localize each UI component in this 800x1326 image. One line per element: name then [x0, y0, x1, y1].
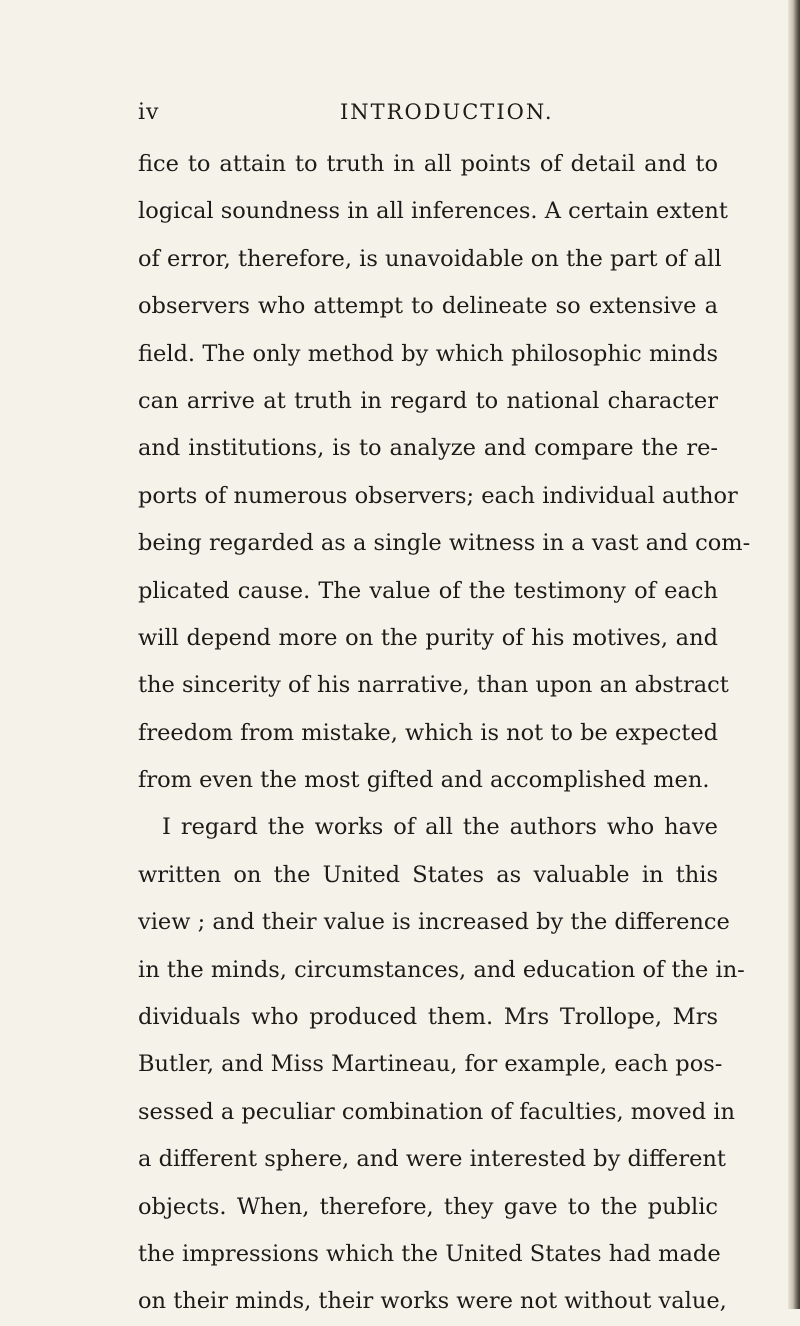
running-head: INTRODUCTION. — [340, 100, 554, 124]
text-line: and institutions, is to analyze and compare the re- — [138, 435, 718, 462]
text-line: can arrive at truth in regard to national character — [138, 387, 718, 414]
text-line: will depend more on the purity of his motives, and — [138, 624, 718, 651]
text-line: a different sphere, and were interested by different — [138, 1146, 726, 1173]
text-line: the sincerity of his narrative, than upon an abstract — [138, 672, 729, 699]
text-line: sessed a peculiar combination of faculties, moved in — [138, 1098, 735, 1125]
text-line: plicated cause. The value of the testimony of each — [138, 577, 718, 604]
text-line: freedom from mistake, which is not to be expected — [138, 719, 719, 746]
text-line: fice to attain to truth in all points of detail and to — [138, 151, 718, 177]
text-line: of error, therefore, is unavoidable on the part of all — [138, 245, 722, 272]
text-line: objects. When, therefore, they gave to the public — [138, 1193, 718, 1220]
text-line: in the minds, circumstances, and education of the in- — [138, 956, 745, 983]
page-header — [138, 100, 738, 134]
text-line: Butler, and Miss Martineau, for example, each pos- — [138, 1051, 723, 1078]
text-line: being regarded as a single witness in a vast and com- — [138, 530, 751, 557]
body-text — [138, 141, 751, 1326]
text-line: logical soundness in all inferences. A certain extent — [138, 198, 728, 225]
text-line: I regard the works of all the authors who have — [162, 814, 718, 841]
text-line: the impressions which the United States had made — [138, 1240, 721, 1267]
text-line: field. The only method by which philosophic minds — [138, 340, 718, 367]
text-line: observers who attempt to delineate so extensive a — [138, 293, 718, 320]
text-line: view ; and their value is increased by the difference — [138, 909, 730, 936]
text-line: from even the most gifted and accomplished men. — [138, 767, 710, 794]
page-edge-shadow — [788, 0, 800, 1309]
text-line: dividuals who produced them. Mrs Trollope, Mrs — [138, 1004, 718, 1031]
page-number: iv — [138, 100, 160, 125]
text-line: ports of numerous observers; each individual author — [138, 482, 738, 509]
text-line: on their minds, their works were not without value, — [138, 1288, 727, 1315]
text-line: written on the United States as valuable in this — [138, 861, 718, 888]
